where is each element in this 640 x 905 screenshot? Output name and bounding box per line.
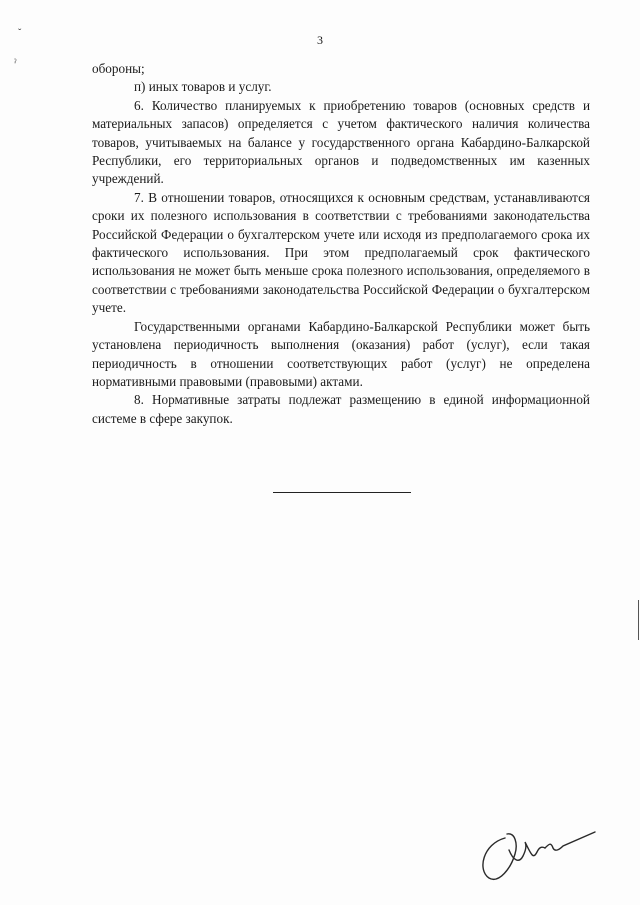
- paragraph-subitem-p: п) иных товаров и услуг.: [134, 79, 272, 95]
- page-number: 3: [317, 33, 323, 47]
- scan-mark: ˇ: [18, 28, 22, 39]
- document-body: [92, 60, 590, 428]
- paragraph-item-6: 6. Количество планируемых к приобретению товаров (основных средств и материальных запасов) определяется с учетом фактического наличия количества товаров, учитываемых на балансе у государственного органа Кабардино-Балкарской Республики, его территориальных органов и подведомственных им казенных учреждений.: [92, 97, 590, 187]
- paragraph-periodicity: Государственными органами Кабардино-Балкарской Республики может быть установлена периодичность выполнения (оказания) работ (услуг), если такая периодичность в отношении соответствующих работ (услуг) не определена нормативными правовыми (правовыми) актами.: [92, 318, 590, 389]
- paragraph-continuation: обороны;: [92, 61, 145, 76]
- scan-edge-mark: [638, 600, 639, 640]
- handwritten-signature: [475, 818, 605, 888]
- end-separator-line: [273, 492, 411, 493]
- paragraph-item-7: 7. В отношении товаров, относящихся к основным средствам, устанавливаются сроки их полезного использования в соответствии с требованиями законодательства Российской Федерации о бухгалтерском учете или исходя из предполагаемого срока их фактического использования. При этом предполагаемый срок фактического использования не может быть меньше срока полезного использования, определяемого в соответствии с требованиями законодательства Российской Федерации о бухгалтерском учете.: [92, 189, 590, 316]
- paragraph-item-8: 8. Нормативные затраты подлежат размещению в единой информационной системе в сфере закупок.: [92, 392, 590, 426]
- scan-mark: ˀ: [14, 58, 17, 69]
